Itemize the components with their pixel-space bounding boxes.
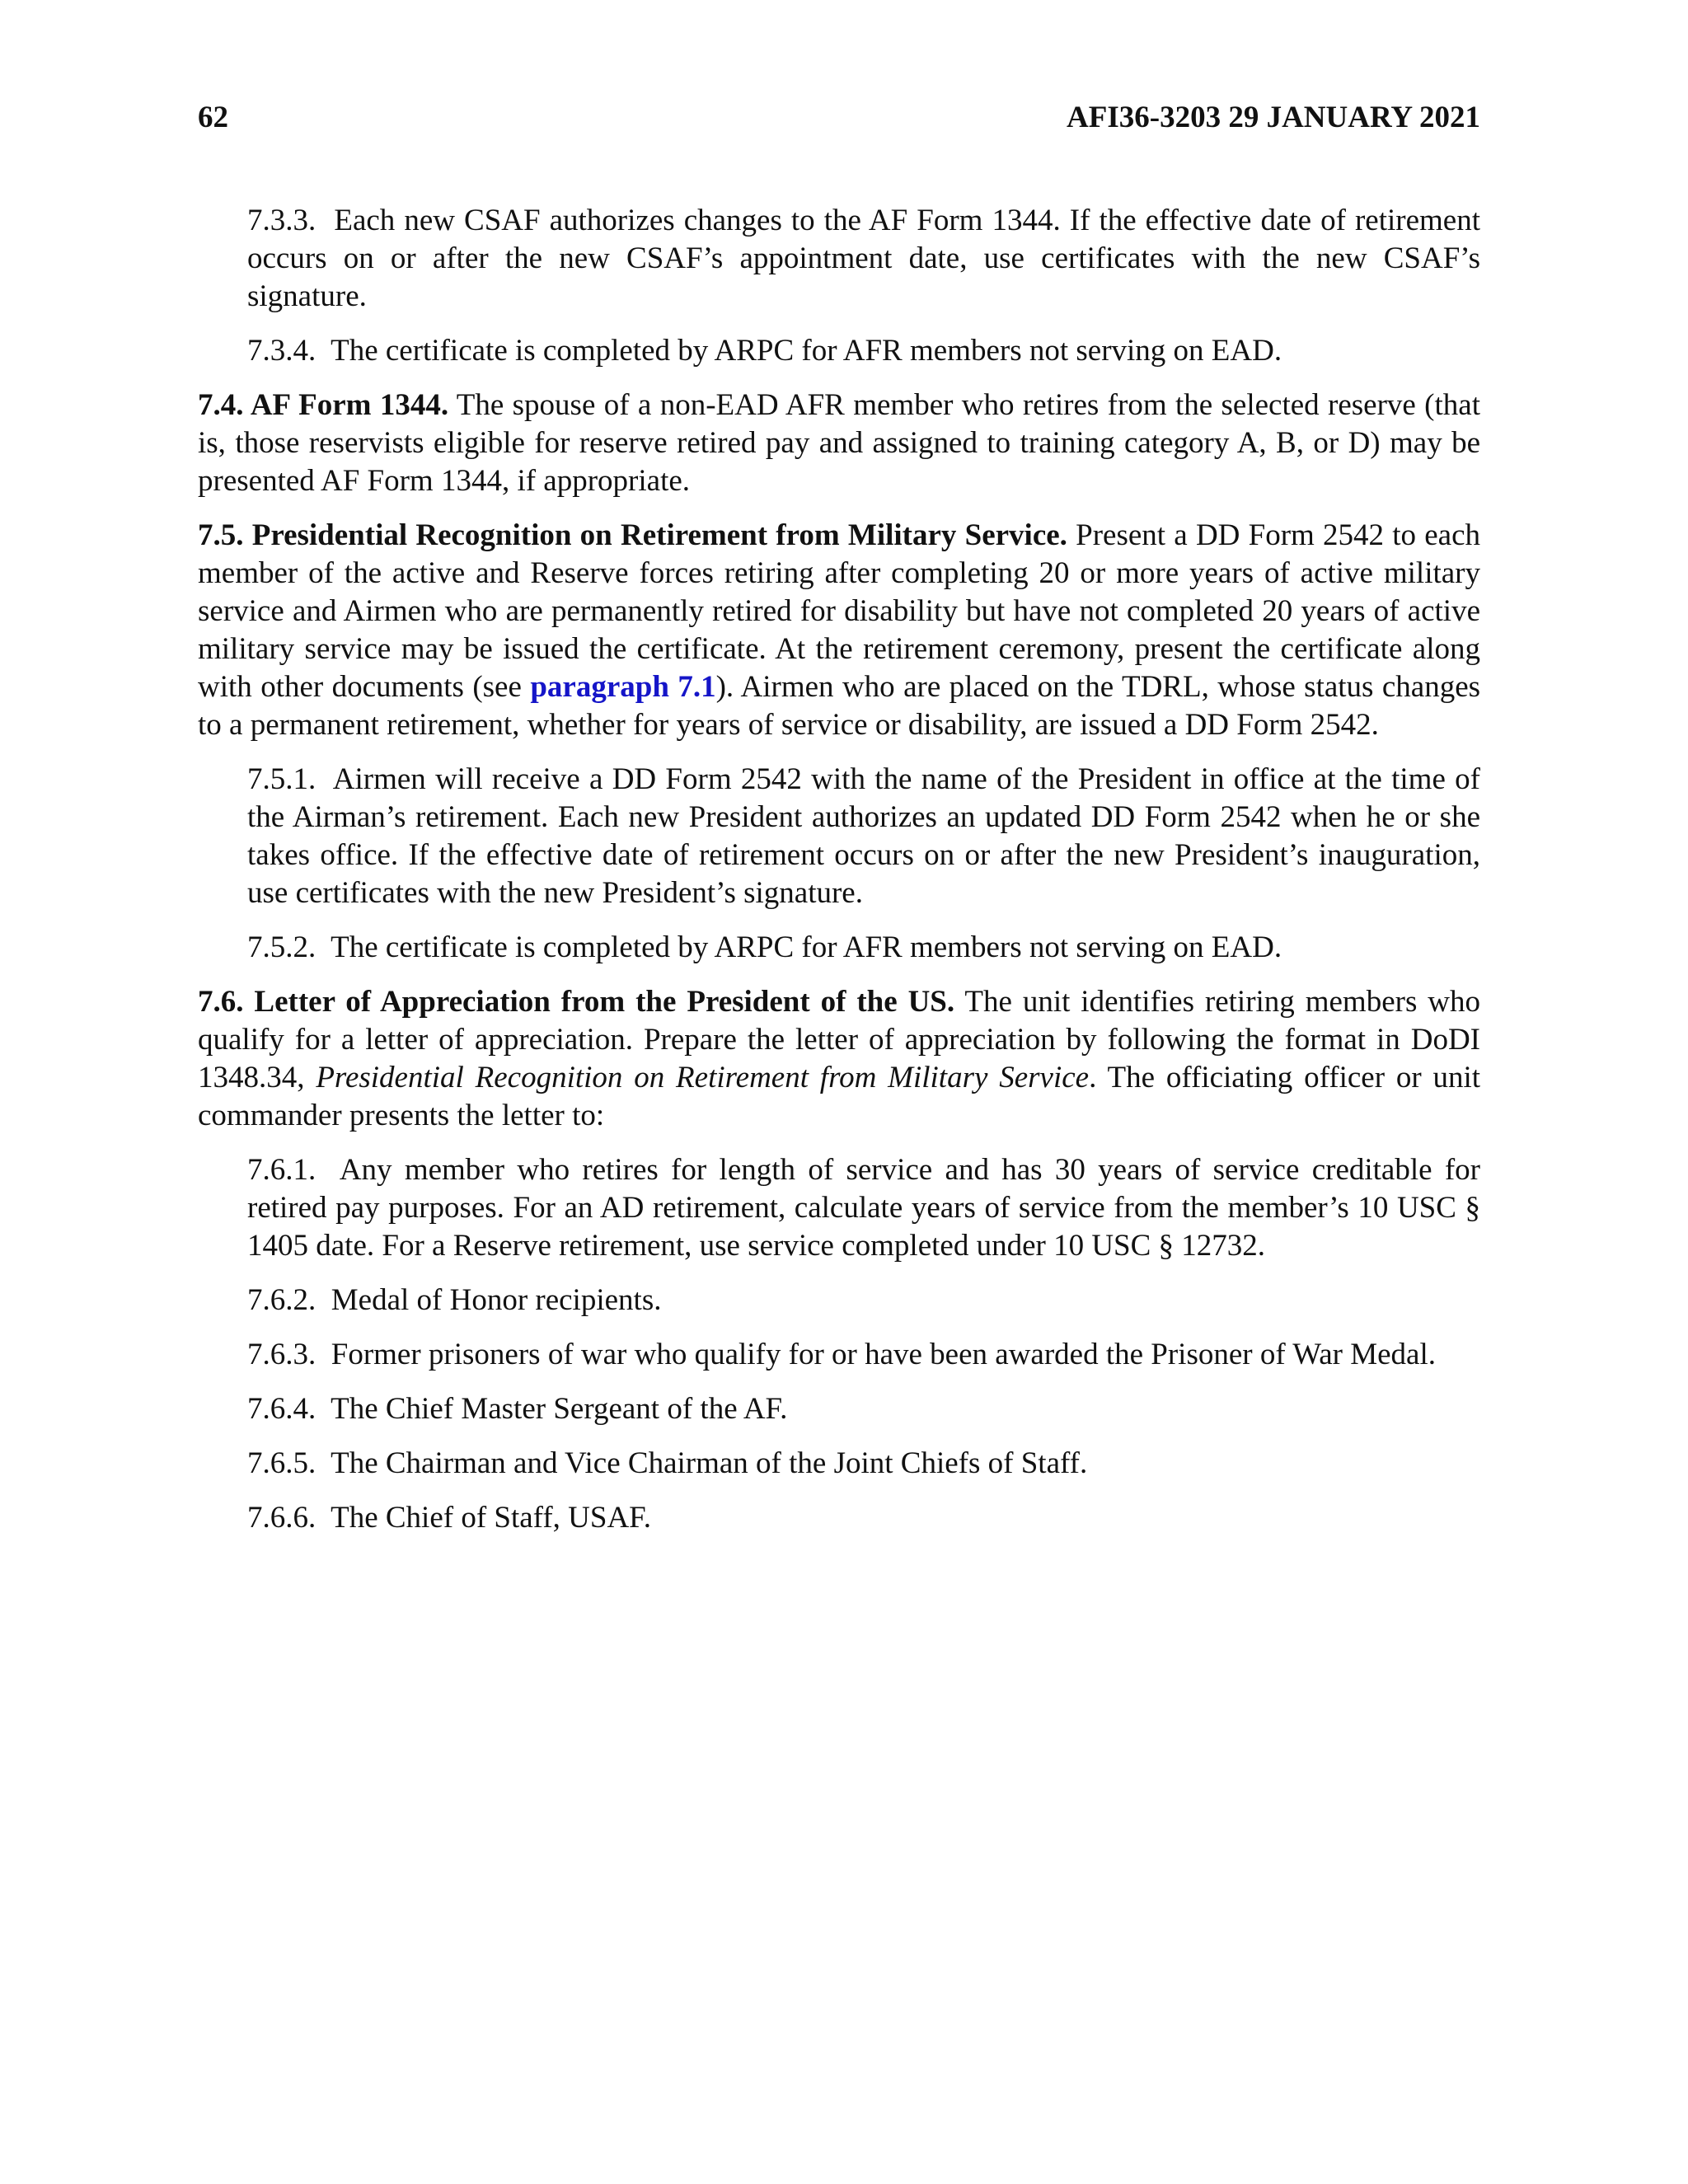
page-number: 62 [198,101,228,134]
paragraph-7-6-3 [247,1336,1480,1374]
paragraph-text: Former prisoners of war who qualify for or have been awarded the Prisoner of War Medal. [331,1338,1436,1371]
section-heading: 7.5. Presidential Recognition on Retirement from Military Service. [198,518,1067,552]
paragraph-7-1-link[interactable]: paragraph 7.1 [530,670,716,704]
paragraph-7-6-2 [247,1282,1480,1319]
document-identifier: AFI36-3203 29 JANUARY 2021 [1067,101,1480,134]
paragraph-text: Any member who retires for length of service and has 30 years of service creditable for retired pay purposes. For an AD retirement, calculate years of service from the member’s 10 USC § 1405 date. For a Reserve retirement, use service completed under 10 USC § 12732. [247,1153,1480,1263]
paragraph-text: Medal of Honor recipients. [331,1283,662,1317]
paragraph-7-3-4 [247,332,1480,370]
paragraph-7-6-1 [247,1151,1480,1265]
paragraph-7-4 [198,387,1480,500]
paragraph-number: 7.6.2. [247,1283,316,1317]
paragraph-text: Present a DD Form 2542 to each member of the active and Reserve forces retiring after completing 20 or more years of active military service and Airmen who are permanently retired for disability but have not completed 20 years of active military service may be issued the certificate. At the retirement ceremony, present the certificate along with other documents (see [198,518,1481,704]
publication-title: Presidential Recognition on Retirement from Military Service [316,1061,1090,1094]
paragraph-7-5-2 [247,929,1480,967]
paragraph-text: The unit identifies retiring members who qualify for a letter of appreciation. Prepare the letter of appreciation by following the format in DoDI 1348.34, [198,985,1480,1094]
paragraph-text: The Chief Master Sergeant of the AF. [331,1392,788,1426]
paragraph-7-3-3 [247,202,1480,316]
paragraph-text-continued: . The officiating officer or unit commander presents the letter to: [198,1061,1481,1132]
paragraph-text: The Chief of Staff, USAF. [331,1501,652,1535]
paragraph-7-5 [198,517,1480,744]
paragraph-number: 7.6.6. [247,1501,316,1535]
paragraph-number: 7.6.1. [247,1153,316,1187]
paragraph-7-6-4 [247,1390,1480,1428]
paragraph-text: The certificate is completed by ARPC for AFR members not serving on EAD. [331,334,1282,368]
paragraph-7-6-6 [247,1499,1480,1537]
paragraph-number: 7.5.2. [247,930,316,964]
paragraph-text-continued: ). Airmen who are placed on the TDRL, whose status changes to a permanent retirement, whether for years of service or disability, are issued a DD Form 2542. [198,670,1481,742]
paragraph-number: 7.6.4. [247,1392,316,1426]
paragraph-text: Airmen will receive a DD Form 2542 with the name of the President in office at the time of the Airman’s retirement. Each new President authorizes an updated DD Form 2542 when he or she takes office. If the effective date of retirement occurs on or after the new President’s inauguration, use certificates with the new President’s signature. [247,762,1480,910]
paragraph-number: 7.6.3. [247,1338,316,1371]
page-content [198,202,1480,1554]
paragraph-text: Each new CSAF authorizes changes to the AF Form 1344. If the effective date of retirement occurs on or after the new CSAF’s appointment date, use certificates with the new CSAF’s signature. [247,204,1481,313]
paragraph-7-6-5 [247,1445,1480,1483]
paragraph-number: 7.3.3. [247,204,316,237]
section-heading: 7.6. Letter of Appreciation from the President of the US. [198,985,955,1019]
paragraph-number: 7.5.1. [247,762,316,796]
section-heading: 7.4. AF Form 1344. [198,388,449,422]
paragraph-7-5-1 [247,761,1480,912]
page-header [198,99,1480,137]
paragraph-7-6 [198,983,1480,1135]
paragraph-text: The certificate is completed by ARPC for AFR members not serving on EAD. [331,930,1282,964]
paragraph-number: 7.6.5. [247,1446,316,1480]
paragraph-number: 7.3.4. [247,334,316,368]
paragraph-text: The spouse of a non-EAD AFR member who retires from the selected reserve (that is, those reservists eligible for reserve retired pay and assigned to training category A, B, or D) may be presented AF Form 1344, if appropriate. [198,388,1480,498]
paragraph-text: The Chairman and Vice Chairman of the Joint Chiefs of Staff. [331,1446,1088,1480]
